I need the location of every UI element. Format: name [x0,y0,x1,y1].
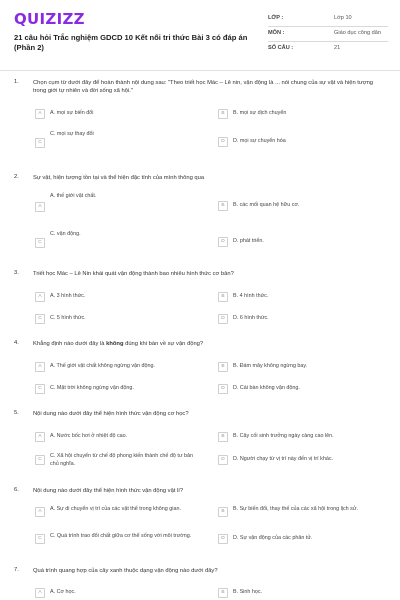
option-text: A. Thế giới vật chất không ngừng vận động. [50,363,156,369]
option-text: B. Đám mây không ngừng bay. [233,363,308,369]
option-letter-box: D [218,237,228,247]
question-text: Chọn cụm từ dưới đây để hoàn thành nội dung sau: "Theo triết học Mác – Lê nin, vận động là ... nói chung của sự vật và hiện tượng trong giới tự nhiên và đời sống xã hội." [33,80,374,95]
option-text: D. Cái bàn không vận động. [233,385,300,391]
question-text: Nội dung nào dưới đây thể hiện hình thức vận động vật lí? [33,488,184,494]
document-title: 21 câu hỏi Trắc nghiệm GDCD 10 Kết nối tri thức Bài 3 có đáp án (Phần 2) [14,33,248,52]
option-text: A. Sự di chuyển vị trí của các vật thể trong không gian. [50,506,181,512]
option-text: B. Sự biến đổi, thay thế của các xã hội trong lịch sử. [233,506,358,512]
option-text: B. Sinh học. [233,589,263,595]
question-number: 2. [14,174,19,180]
option-text: D. 6 hình thức. [233,315,269,321]
option-letter-box: B [218,588,228,598]
question-text-part: đúng khi bàn về sự vận động? [123,341,204,347]
option-letter-box: A [35,432,45,442]
meta-row-subject [268,27,388,42]
meta-table [268,12,388,56]
option-letter-box: B [218,292,228,302]
option-text: C. 5 hình thức. [50,315,86,321]
option-text: B. 4 hình thức. [233,293,269,299]
option-text: A. Cơ học. [50,589,76,595]
option-letter-box: C [35,534,45,544]
meta-label: SỐ CÂU : [268,45,294,51]
option-letter-box: A [35,507,45,517]
question-text: Triết học Mác – Lê Nin khái quát vận động thành bao nhiêu hình thức cơ bản? [33,271,234,277]
question-number: 3. [14,270,19,276]
option-text: C. mọi sự thay đổi [50,131,94,137]
option-letter-box: D [218,534,228,544]
option-letter-box: A [35,588,45,598]
meta-row-class [268,12,388,27]
option-letter-box: D [218,137,228,147]
option-text: A. 3 hình thức. [50,293,86,299]
question-number: 1. [14,79,19,85]
question-text-part: Khẳng định nào dưới đây là [33,341,107,347]
question-text [33,340,385,348]
question-text: Quá trình quang hợp của cây xanh thuộc dạng vận động nào dưới đây? [33,568,218,574]
page-header [0,0,400,70]
meta-row-count [268,42,388,56]
option-letter-box: C [35,314,45,324]
option-letter-box: A [35,292,45,302]
option-letter-box: D [218,384,228,394]
option-text: B. các mối quan hệ hữu cơ. [233,202,300,208]
option-text: A. Nước bốc hơi ở nhiệt độ cao. [50,433,128,439]
option-letter-box: B [218,362,228,372]
option-letter-box: A [35,362,45,372]
header-divider [0,70,400,71]
option-letter-box: C [35,238,45,248]
meta-label: LỚP : [268,15,284,21]
option-text: D. Sự vận động của các phân tử. [233,535,313,541]
option-text: C. Xã hội chuyển từ chế độ phong kiến thành chế độ tư bản chủ nghĩa. [50,453,193,467]
question-text-emphasis: không [106,341,124,347]
option-letter-box: D [218,314,228,324]
option-letter-box: B [218,507,228,517]
option-text: B. Cây cối sinh trưởng ngày càng cao lên. [233,433,334,439]
meta-label: MÔN : [268,30,285,36]
option-text: C. vận động. [50,231,81,237]
option-text: D. mọi sự chuyển hóa [233,138,286,144]
question-number: 5. [14,410,19,416]
question-number: 4. [14,340,19,346]
quizizz-logo: QUIZIZZ [14,10,85,28]
option-text: B. mọi sự dịch chuyển [233,110,287,116]
option-letter-box: C [35,138,45,148]
question-number: 6. [14,487,19,493]
question-text: Sự vật, hiện tượng tồn tại và thể hiện đặc tính của mình thông qua [33,175,205,181]
question-number: 7. [14,567,19,573]
option-text: A. mọi sự biến đổi [50,110,94,116]
question-text: Nội dung nào dưới đây thể hiện hình thức vận động cơ học? [33,411,189,417]
option-text: C. Quá trình trao đổi chất giữa cơ thể sống với môi trường. [50,533,192,539]
option-letter-box: B [218,201,228,211]
option-letter-box: B [218,109,228,119]
meta-value: Lớp 10 [334,15,352,21]
option-letter-box: B [218,432,228,442]
option-text: D. phát triển. [233,238,264,244]
option-letter-box: C [35,384,45,394]
option-letter-box: D [218,455,228,465]
option-text: D. Người chạy từ vị trí này đến vị trí khác. [233,456,334,462]
option-letter-box: A [35,202,45,212]
option-letter-box: A [35,109,45,119]
meta-value: 21 [334,45,341,51]
option-text: A. thế giới vật chất. [50,193,97,199]
meta-value: Giáo dục công dân [334,30,381,36]
option-letter-box: C [35,455,45,465]
option-text: C. Mặt trời không ngừng vận động. [50,385,134,391]
